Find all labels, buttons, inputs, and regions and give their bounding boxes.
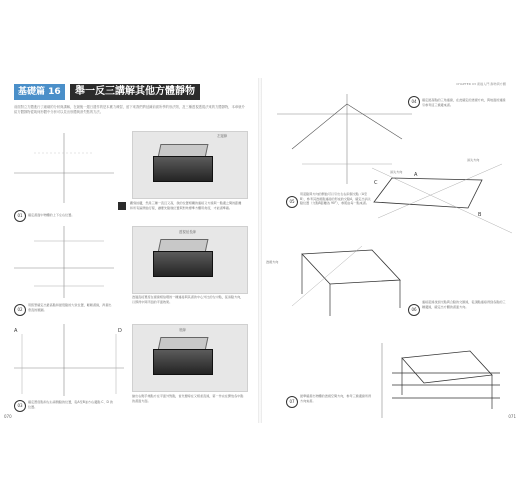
book-spread <box>0 78 520 423</box>
step-text: 最準確畫出物體的透視空間方向，參考三條邊線所得方向來畫。 <box>300 394 372 403</box>
step-text: 用起點與方向的開始可以引出左右兩個交點（A至B），參考其透視點連接的形成的交點A，確定出消失點位置（交點B距離為 90°），參照由每一點來畫。 <box>300 192 371 206</box>
step-number: 01 <box>14 210 26 222</box>
step-text: 連接起線找到交點與合點的交匯線，從頂點連接得到各點的三種邊線，確定出方體的畫面方向。 <box>422 300 506 309</box>
step-number: 02 <box>14 304 26 316</box>
intro-paragraph: 前面對立方體進行了細緻的分析與講解，在最後一週日週作的是本應力練習，留下來我們將延續前面所學的形法則，及三種透視透視法來的方體靜物，本章就介紹方體靜物從幾何形體中分析可以見出形體與消失點的方法。 <box>14 105 245 114</box>
photo-1-label: 左邊線 <box>217 134 228 138</box>
photo-3-label: 底線 <box>179 328 186 332</box>
vp-right-label: 消失方向 <box>467 158 480 162</box>
photo-2-label: 透視延長線 <box>179 230 196 234</box>
step-number: 04 <box>408 96 420 108</box>
letter-a: A <box>414 172 418 178</box>
step-07-sketch <box>382 343 512 418</box>
step-text: 確定畫面中物體的上下左右位置。 <box>28 213 75 217</box>
photo-1-note: 觀察拍攝，然是三種一直且又高，我的位置相關的連接又方線與一點邊之間的距離和所有區開始行程，讓要先點進位置與對象標準方體用角度，才能畫準確。 <box>130 201 242 210</box>
letter-c: C <box>374 180 378 186</box>
box-body <box>153 251 213 277</box>
photo-2 <box>132 226 248 294</box>
section-header <box>14 84 246 100</box>
step-number: 06 <box>408 304 420 316</box>
left-page <box>0 78 258 423</box>
running-head: CHAPTER 03 素描入門 靜物與方體 <box>456 82 506 86</box>
page-number-right: 071 <box>508 414 516 419</box>
right-page <box>262 78 520 423</box>
section-tag: 基礎篇 16 <box>14 84 65 100</box>
step-03-sketch <box>14 324 124 396</box>
step-number: 03 <box>14 400 26 412</box>
step-text: 確定寬度點和左右兩側點的位置，從A至B並方右邊點 C、D 的位置。 <box>28 400 113 409</box>
section-title: 舉一反三講解其他方體靜物 <box>70 84 200 100</box>
step-text: 確定最高點的三角連線，在此確定的透視方向，與地面的連線引參考這三條邊來畫。 <box>422 98 506 107</box>
step-06-sketch <box>272 236 412 316</box>
step-number: 07 <box>286 396 298 408</box>
photo-3-note: 繪出右側手幾點方在平面外對點，首先要時在又相差直線，第一作完在開放各中點的畫面方面。 <box>132 394 244 403</box>
step-01-sketch <box>14 133 114 203</box>
page-number-left: 070 <box>4 414 12 419</box>
photo-1 <box>132 131 248 199</box>
letter-a: A <box>14 328 18 334</box>
pencil-icon <box>118 202 126 210</box>
letter-d: D <box>118 328 122 334</box>
step-02-sketch <box>14 226 114 298</box>
step-number: 05 <box>286 196 298 208</box>
photo-3 <box>132 324 248 392</box>
box-body <box>153 156 213 182</box>
photo-2-note: 透過直接寬度在視線相信理的一種連接與其畫的中心外比的左中點，從消點方向，以即得中間平面的平面效果。 <box>132 295 244 304</box>
mid-label: 透視方向 <box>266 260 279 264</box>
box-body <box>153 349 213 375</box>
step-text: 用鉛筆確定出最高點和最低點的大致位置，輕輕畫線，再畫出垂直的範圍。 <box>28 303 112 312</box>
vp-left-label: 消失方向 <box>390 170 403 174</box>
letter-b: B <box>478 212 482 218</box>
